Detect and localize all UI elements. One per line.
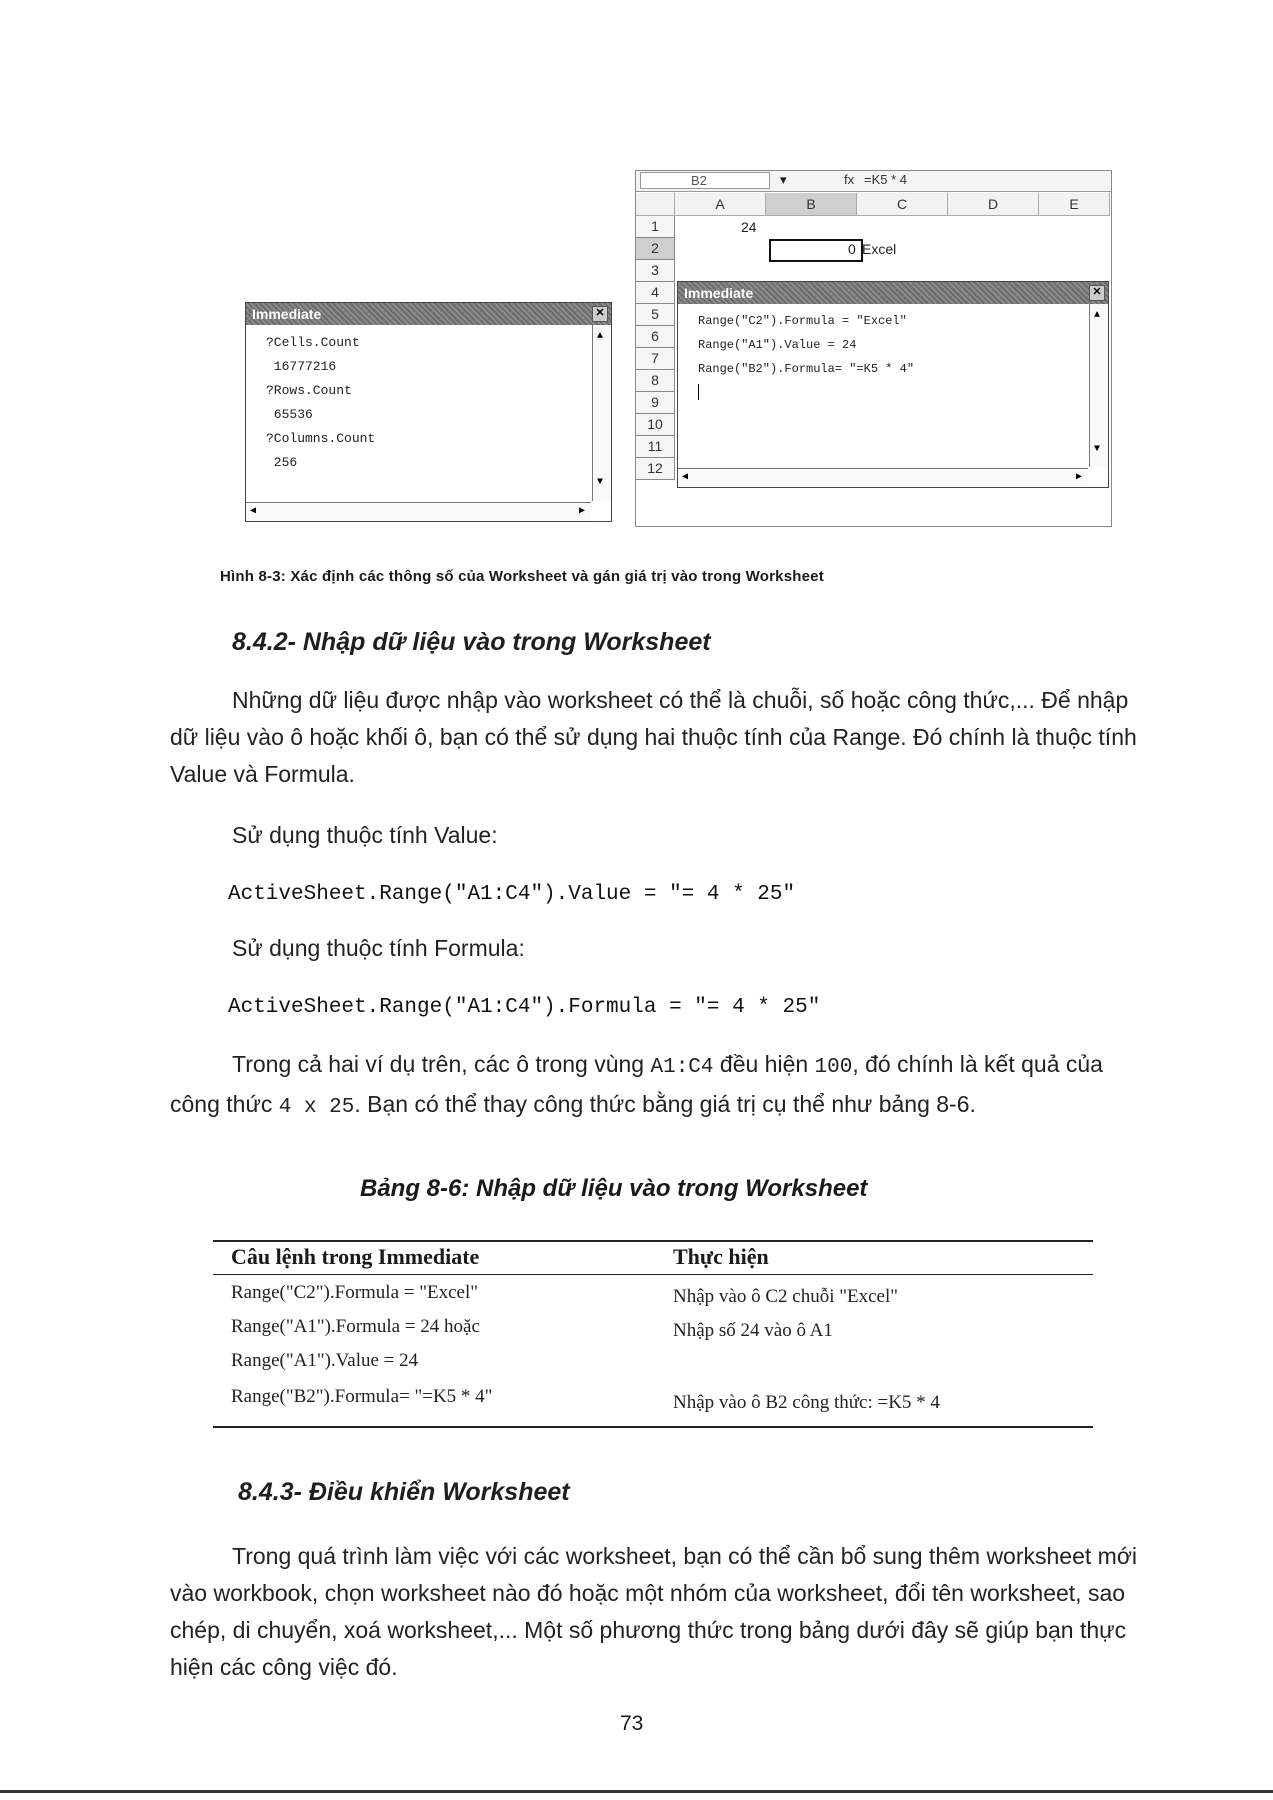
page-number: 73 — [620, 1712, 644, 1735]
immediate-content[interactable] — [246, 325, 611, 521]
immediate-window-right — [677, 281, 1109, 488]
column-header-c[interactable]: C — [857, 193, 948, 216]
row-header[interactable]: 5 — [636, 304, 675, 326]
figure-caption: Hình 8-3: Xác định các thông số của Worksheet và gán giá trị vào trong Worksheet — [220, 568, 824, 585]
text-cursor — [698, 384, 699, 400]
value-label: Sử dụng thuộc tính Value: — [232, 822, 498, 848]
result-paragraph — [170, 1046, 1155, 1126]
scroll-up-icon[interactable]: ▲ — [597, 331, 604, 342]
row-header[interactable]: 11 — [636, 436, 675, 458]
figure-8-3 — [245, 170, 1110, 530]
result-text-4: . Bạn có thể thay công thức bằng giá trị cụ thể như bảng 8-6. — [354, 1091, 976, 1117]
immediate-title: Immediate — [684, 285, 754, 301]
table-title: Bảng 8-6: Nhập dữ liệu vào trong Worksheet — [360, 1175, 868, 1202]
vertical-scrollbar[interactable] — [592, 325, 611, 501]
immediate-title: Immediate — [252, 306, 322, 322]
table-cell: Range("B2").Formula= "=K5 * 4" — [231, 1386, 493, 1407]
table-cell: Nhập số 24 vào ô A1 — [673, 1320, 833, 1341]
table-cell: Range("A1").Formula = 24 hoặc — [231, 1316, 480, 1337]
formula-code: ActiveSheet.Range("A1:C4").Formula = "= 4 * 25" — [228, 996, 821, 1019]
table-cell: Range("C2").Formula = "Excel" — [231, 1282, 478, 1303]
immediate-line: ?Columns.Count — [266, 431, 376, 446]
row-header[interactable]: 3 — [636, 260, 675, 282]
immediate-line: ?Cells.Count — [266, 335, 360, 350]
vertical-scrollbar[interactable] — [1089, 304, 1108, 467]
close-icon[interactable]: ✕ — [1089, 285, 1105, 301]
select-all-corner[interactable] — [636, 193, 675, 216]
table-rule — [213, 1274, 1093, 1275]
paragraph-text: Trong quá trình làm việc với các worksheet, bạn có thể cần bổ sung thêm worksheet mới vào workbook, chọn worksheet nào đó hoặc một nhóm của worksheet, đổi tên worksheet, sao chép, di chuyển, xoá worksheet,... Một số phương thức trong bảng dưới đây sẽ giúp bạn thực hiện các công việc đó. — [170, 1543, 1138, 1680]
immediate-line: ?Rows.Count — [266, 383, 352, 398]
scroll-up-icon[interactable]: ▲ — [1094, 310, 1101, 321]
table-cell: Nhập vào ô B2 công thức: =K5 * 4 — [673, 1392, 940, 1413]
column-header-b[interactable]: B — [766, 193, 857, 216]
column-header-e[interactable]: E — [1039, 193, 1110, 216]
scroll-down-icon[interactable]: ▼ — [1094, 444, 1101, 455]
result-text-3: , đó chính là kết quả của công thức — [170, 1051, 1103, 1117]
page-bottom-edge — [0, 1790, 1273, 1793]
immediate-content[interactable] — [678, 304, 1108, 487]
formula-bar — [636, 171, 1111, 192]
scroll-down-icon[interactable]: ▼ — [597, 477, 604, 488]
table-cell: Nhập vào ô C2 chuỗi "Excel" — [673, 1286, 898, 1307]
scroll-left-icon[interactable]: ◀ — [682, 472, 689, 483]
result-value: 100 — [814, 1056, 853, 1079]
row-header[interactable]: 2 — [636, 238, 675, 260]
immediate-line: 65536 — [266, 407, 313, 422]
row-header[interactable]: 12 — [636, 458, 675, 480]
table-header-command: Câu lệnh trong Immediate — [231, 1244, 480, 1269]
row-header[interactable]: 6 — [636, 326, 675, 348]
horizontal-scrollbar[interactable] — [246, 502, 591, 521]
result-text-2: đều hiện — [713, 1051, 815, 1077]
scroll-right-icon[interactable]: ▶ — [1075, 472, 1082, 483]
immediate-window-left — [245, 302, 612, 522]
section-842-paragraph — [170, 682, 1155, 793]
immediate-line: 16777216 — [266, 359, 337, 374]
dropdown-arrow-icon[interactable]: ▾ — [780, 172, 787, 187]
close-icon[interactable]: ✕ — [592, 306, 608, 322]
scroll-right-icon[interactable]: ▶ — [578, 506, 585, 517]
immediate-line: Range("A1").Value = 24 — [698, 338, 857, 352]
section-843-paragraph — [170, 1538, 1155, 1686]
immediate-title-bar — [678, 282, 1108, 304]
row-header[interactable]: 7 — [636, 348, 675, 370]
result-formula: 4 x 25 — [278, 1096, 355, 1119]
result-text-1: Trong cả hai ví dụ trên, các ô trong vùng — [232, 1051, 651, 1077]
immediate-title-bar — [246, 303, 611, 325]
formula-text[interactable]: =K5 * 4 — [864, 172, 908, 187]
value-code: ActiveSheet.Range("A1:C4").Value = "= 4 * 25" — [228, 883, 796, 906]
section-heading-843: 8.4.3- Điều khiển Worksheet — [238, 1478, 570, 1506]
table-rule — [213, 1426, 1093, 1428]
excel-sheet — [635, 170, 1112, 527]
row-header[interactable]: 4 — [636, 282, 675, 304]
cell-c2[interactable]: Excel — [862, 241, 897, 257]
paragraph-text: Những dữ liệu được nhập vào worksheet có thể là chuỗi, số hoặc công thức,... Để nhập dữ liệu vào ô hoặc khối ô, bạn có thể sử dụng hai thuộc tính của Range. Đó chính là thuộc tính Value và Formula. — [170, 687, 1137, 787]
cell-a1[interactable]: 24 — [741, 219, 757, 235]
table-rule — [213, 1240, 1093, 1242]
table-cell: Range("A1").Value = 24 — [231, 1350, 419, 1371]
scroll-left-icon[interactable]: ◀ — [250, 506, 257, 517]
immediate-line: 256 — [266, 455, 298, 470]
row-header[interactable]: 10 — [636, 414, 675, 436]
row-header[interactable]: 8 — [636, 370, 675, 392]
immediate-line: Range("C2").Formula = "Excel" — [698, 314, 907, 328]
section-heading-842: 8.4.2- Nhập dữ liệu vào trong Worksheet — [232, 628, 711, 656]
row-header[interactable]: 9 — [636, 392, 675, 414]
table-header-action: Thực hiện — [673, 1244, 769, 1269]
column-header-a[interactable]: A — [675, 193, 766, 216]
fx-icon: fx — [844, 172, 855, 187]
immediate-line: Range("B2").Formula= "=K5 * 4" — [698, 362, 915, 376]
formula-label: Sử dụng thuộc tính Formula: — [232, 935, 525, 961]
column-header-d[interactable]: D — [948, 193, 1039, 216]
name-box[interactable]: B2 — [640, 172, 770, 189]
horizontal-scrollbar[interactable] — [678, 468, 1088, 487]
result-range: A1:C4 — [650, 1056, 714, 1079]
cell-b2: 0 — [848, 241, 856, 257]
row-header[interactable]: 1 — [636, 216, 675, 238]
